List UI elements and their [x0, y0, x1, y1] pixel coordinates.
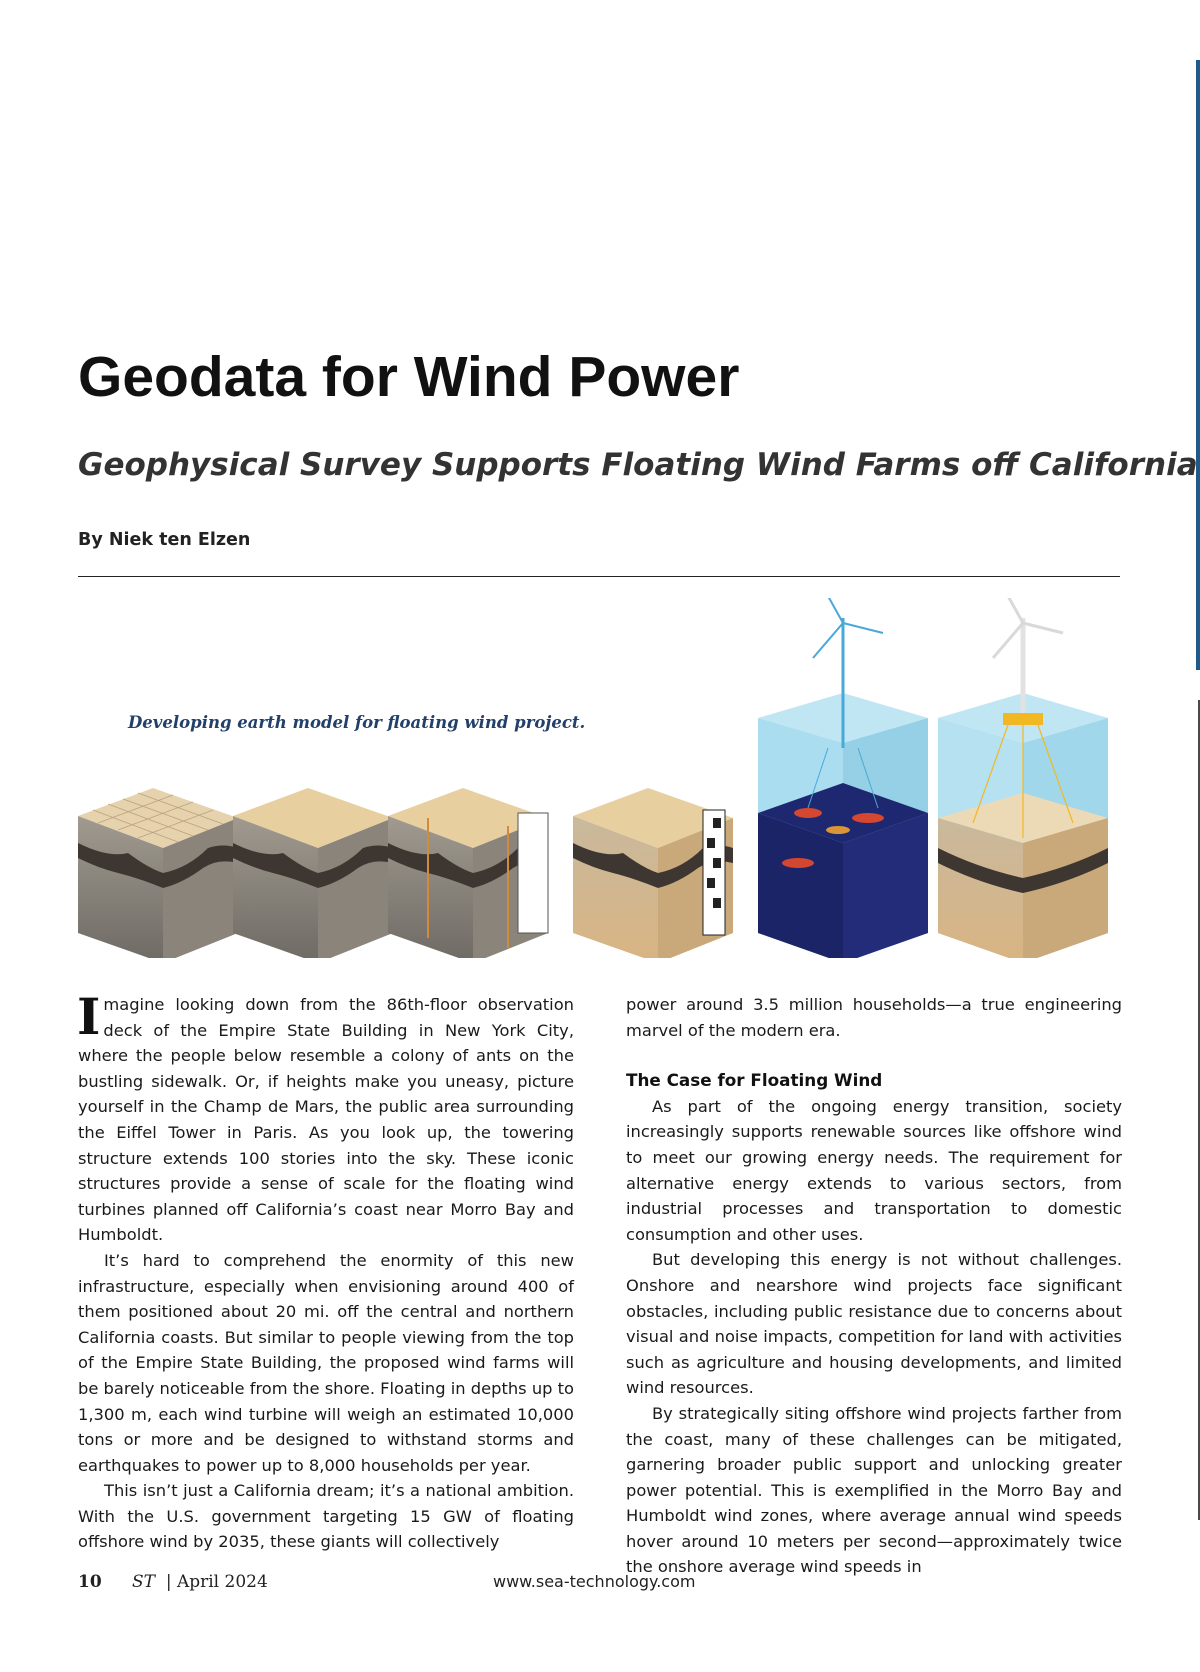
article-column-left — [77, 987, 574, 1555]
earth-model-illustration — [78, 598, 1128, 958]
paragraph-3: This isn’t just a California dream; it’s a national ambition. With the U.S. government targeting 15 GW of floating offshore wind by 2035, these giants will collectively — [78, 1481, 574, 1552]
footer-url[interactable]: www.sea-technology.com — [493, 1572, 696, 1591]
edge-accent-bar — [1196, 60, 1200, 670]
earth-block-2 — [233, 788, 393, 958]
paragraph-5: But developing this energy is not without challenges. Onshore and nearshore wind projects face significant obstacles, including public resistance due to concerns about visual and noise impacts, competition for land with activities such as agriculture and housing developments, and limited wind resources. — [626, 1250, 1122, 1398]
article-byline: By Niek ten Elzen — [78, 530, 251, 550]
article-title: Geodata for Wind Power — [78, 345, 740, 409]
figure-caption: Developing earth model for floating wind project. — [128, 713, 586, 732]
page-footer — [78, 1572, 1128, 1602]
earth-block-3 — [388, 788, 548, 958]
paragraph-6: By strategically siting offshore wind projects farther from the coast, many of these challenges can be mitigated, garnering broader public support and unlocking greater power potential. This is exemplified in the Morro Bay and Humboldt wind zones, where average annual wind speeds hover around 10 meters per second—approximately twice the onshore average wind speeds in — [626, 1403, 1122, 1577]
publication-name: ST — [132, 1572, 155, 1592]
paragraph-1 — [77, 987, 574, 1248]
article-column-right — [626, 992, 1122, 1580]
publication-issue — [132, 1572, 268, 1592]
paragraph-continued: power around 3.5 million households—a true engineering marvel of the modern era. — [626, 995, 1122, 1040]
article-subtitle: Geophysical Survey Supports Floating Wind Farms off California — [78, 447, 1198, 483]
earth-block-5 — [758, 598, 928, 958]
section-heading: The Case for Floating Wind — [626, 1070, 883, 1091]
paragraph-4: As part of the ongoing energy transition, society increasingly supports renewable sources like offshore wind to meet our growing energy needs. The requirement for alternative energy extends to various sectors, from industrial processes and transportation to domestic consumption and other uses. — [626, 1096, 1122, 1244]
dropcap: I — [77, 987, 101, 1046]
earth-block-1 — [78, 788, 238, 958]
earth-block-6 — [938, 598, 1108, 958]
earth-model-figure — [78, 598, 1128, 958]
paragraph-1-text: magine looking down from the 86th-floor observation deck of the Empire State Building in New York City, where the people below resemble a colony of ants on the bustling sidewalk. Or, if heights make you uneasy, picture yourself in the Champ de Mars, the public area surrounding the Eiffel Tower in Paris. As you look up, the towering structure extends 100 stories into the sky. These iconic structures provide a sense of scale for the floating wind turbines planned off California’s coast near Morro Bay and Humboldt. — [78, 995, 574, 1245]
paragraph-2: It’s hard to comprehend the enormity of this new infrastructure, especially when envisioning around 400 of them positioned about 20 mi. off the central and northern California coasts. But similar to people viewing from the top of the Empire State Building, the proposed wind farms will be barely noticeable from the shore. Floating in depths up to 1,300 m, each wind turbine will weigh an estimated 10,000 tons or more and be designed to withstand storms and earthquakes to power up to 8,000 households per year. — [78, 1250, 574, 1475]
earth-block-4 — [573, 788, 733, 958]
issue-date: | April 2024 — [165, 1572, 268, 1592]
header-rule — [78, 576, 1120, 577]
page-number: 10 — [78, 1572, 102, 1592]
